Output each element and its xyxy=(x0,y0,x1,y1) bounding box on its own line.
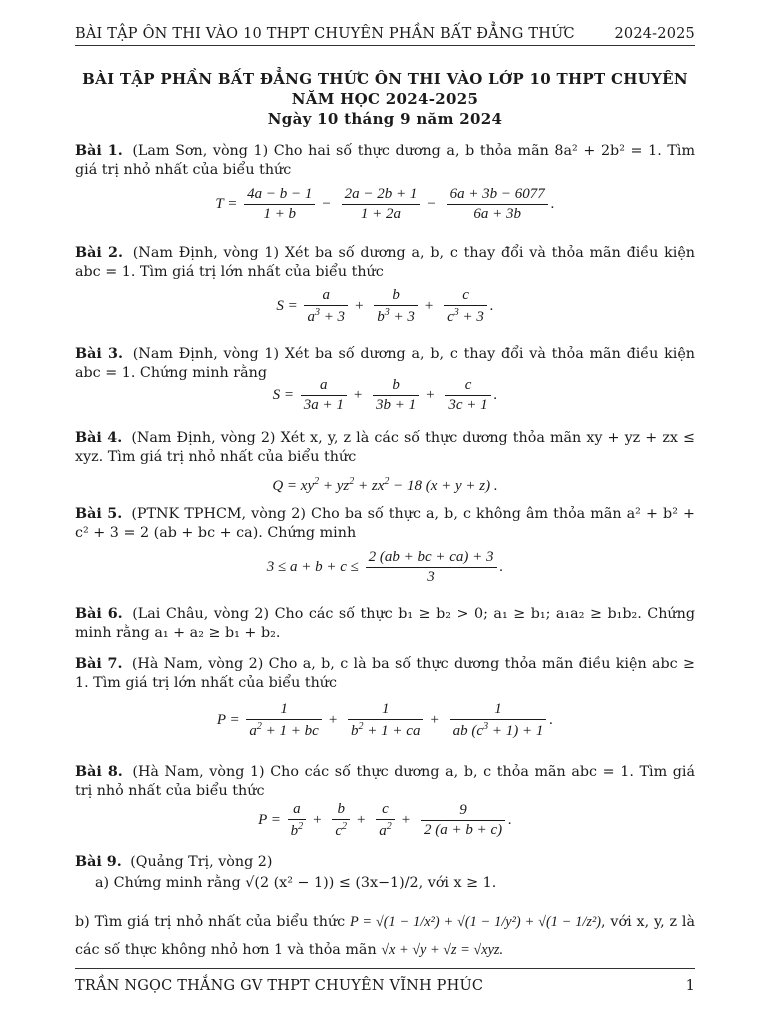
problem-4 xyxy=(75,429,695,467)
problem-1-label: Bài 1. xyxy=(75,143,123,159)
problem-8-label: Bài 8. xyxy=(75,764,123,780)
problem-list xyxy=(75,142,695,964)
problem-3-label: Bài 3. xyxy=(75,346,123,362)
running-header xyxy=(75,26,695,46)
problem-6-label: Bài 6. xyxy=(75,606,123,622)
problem-7-formula: P = $\frac{1}{a^2 + 1 + bc}$ + $\frac{1}{b^2 + 1 + ca}$ + $\frac{1}{ab (c^3 + 1) + 1}$ . xyxy=(216,701,554,739)
header-rule xyxy=(75,45,695,46)
problem-2 xyxy=(75,244,695,282)
problem-5-text: (PTNK TPHCM, vòng 2) Cho ba số thực a, b, c không âm thỏa mãn a² + b² + c² + 3 = 2 (ab + bc + ca). Chứng minh xyxy=(75,506,695,541)
problem-9-text: (Quảng Trị, vòng 2) xyxy=(130,854,273,870)
problem-7-label: Bài 7. xyxy=(75,656,123,672)
problem-7-text: (Hà Nam, vòng 2) Cho a, b, c là ba số thực dương thỏa mãn điều kiện abc ≥ 1. Tìm giá trị lớn nhất của biểu thức xyxy=(75,656,695,691)
problem-2-label: Bài 2. xyxy=(75,245,123,261)
problem-5-formula: 3 ≤ a + b + c ≤ $\frac{2 (ab + bc + ca) + 3}{3}$ . xyxy=(266,549,504,585)
footer-author: TRẦN NGỌC THẮNG GV THPT CHUYÊN VĨNH PHÚC xyxy=(75,978,484,994)
title-line-2: NĂM HỌC 2024-2025 xyxy=(291,90,479,108)
footer-rule xyxy=(75,968,695,969)
problem-2-formula: S = $\frac{a}{a^3 + 3}$ + $\frac{b}{b^3 + 3}$ + $\frac{c}{c^3 + 3}$ . xyxy=(276,287,494,325)
problem-3-text: (Nam Định, vòng 1) Xét ba số dương a, b, c thay đổi và thỏa mãn điều kiện abc = 1. Chứng minh rằng xyxy=(75,346,696,381)
document-title xyxy=(75,69,695,129)
problem-9-part-b: b) Tìm giá trị nhỏ nhất của biểu thức P = √(1 − 1/x²) + √(1 − 1/y²) + √(1 − 1/z²), với x, y, z là các số thực không nhỏ hơn 1 và thỏa mãn √x + √y + √z = √xyz. xyxy=(75,914,696,958)
title-line-3: Ngày 10 tháng 9 năm 2024 xyxy=(267,110,503,128)
header-year: 2024-2025 xyxy=(614,26,695,42)
problem-1-formula: T = $\frac{4a - b - 1}{1 + b}$ − $\frac{2a - 2b + 1}{1 + 2a}$ − $\frac{6a + 3b - 6077}{6a + 3b}$ . xyxy=(215,186,555,222)
problem-6-text: (Lai Châu, vòng 2) Cho các số thực b₁ ≥ b₂ > 0; a₁ ≥ b₁; a₁a₂ ≥ b₁b₂. Chứng minh rằng a₁ + a₂ ≥ b₁ + b₂. xyxy=(75,606,695,641)
page-number: 1 xyxy=(685,978,695,994)
problem-3 xyxy=(75,345,696,381)
problem-1 xyxy=(75,142,695,180)
problem-5-label: Bài 5. xyxy=(75,506,123,522)
problem-8 xyxy=(75,763,695,801)
title-line-1: BÀI TẬP PHẦN BẤT ĐẲNG THỨC ÔN THI VÀO LỚP 10 THPT CHUYÊN xyxy=(82,70,688,88)
header-title: BÀI TẬP ÔN THI VÀO 10 THPT CHUYÊN PHẦN BẤT ĐẲNG THỨC xyxy=(75,26,575,42)
problem-8-formula: P = $\frac{a}{b^2}$ + $\frac{b}{c^2}$ + $\frac{c}{a^2}$ + $\frac{9}{2 (a + b + c)}$ . xyxy=(258,801,512,839)
problem-9 xyxy=(75,853,695,872)
problem-6 xyxy=(75,605,695,655)
problem-3-formula: S = $\frac{a}{3a + 1}$ + $\frac{b}{3b + 1}$ + $\frac{c}{3c + 1}$ . xyxy=(272,377,498,413)
problem-4-text: (Nam Định, vòng 2) Xét x, y, z là các số thực dương thỏa mãn xy + yz + zx ≤ xyz. Tìm giá trị nhỏ nhất của biểu thức xyxy=(75,430,696,465)
problem-4-label: Bài 4. xyxy=(75,430,123,446)
problem-1-text: (Lam Sơn, vòng 1) Cho hai số thực dương a, b thỏa mãn 8a² + 2b² = 1. Tìm giá trị nhỏ nhất của biểu thức xyxy=(75,143,696,178)
problem-8-text: (Hà Nam, vòng 1) Cho các số thực dương a, b, c thỏa mãn abc = 1. Tìm giá trị nhỏ nhất của biểu thức xyxy=(75,764,695,799)
problem-9-label: Bài 9. xyxy=(75,854,122,870)
problem-7 xyxy=(75,655,695,693)
problem-2-text: (Nam Định, vòng 1) Xét ba số dương a, b, c thay đổi và thỏa mãn điều kiện abc = 1. Tìm giá trị lớn nhất của biểu thức xyxy=(75,245,696,280)
problem-5 xyxy=(75,505,695,543)
problem-9-part-a: a) Chứng minh rằng √(2 (x² − 1)) ≤ (3x−1)/2, với x ≥ 1. xyxy=(95,875,497,891)
problem-4-formula: $Q = xy^2 + yz^2 + zx^2 - 18$ (x + y + z) . xyxy=(272,476,498,494)
